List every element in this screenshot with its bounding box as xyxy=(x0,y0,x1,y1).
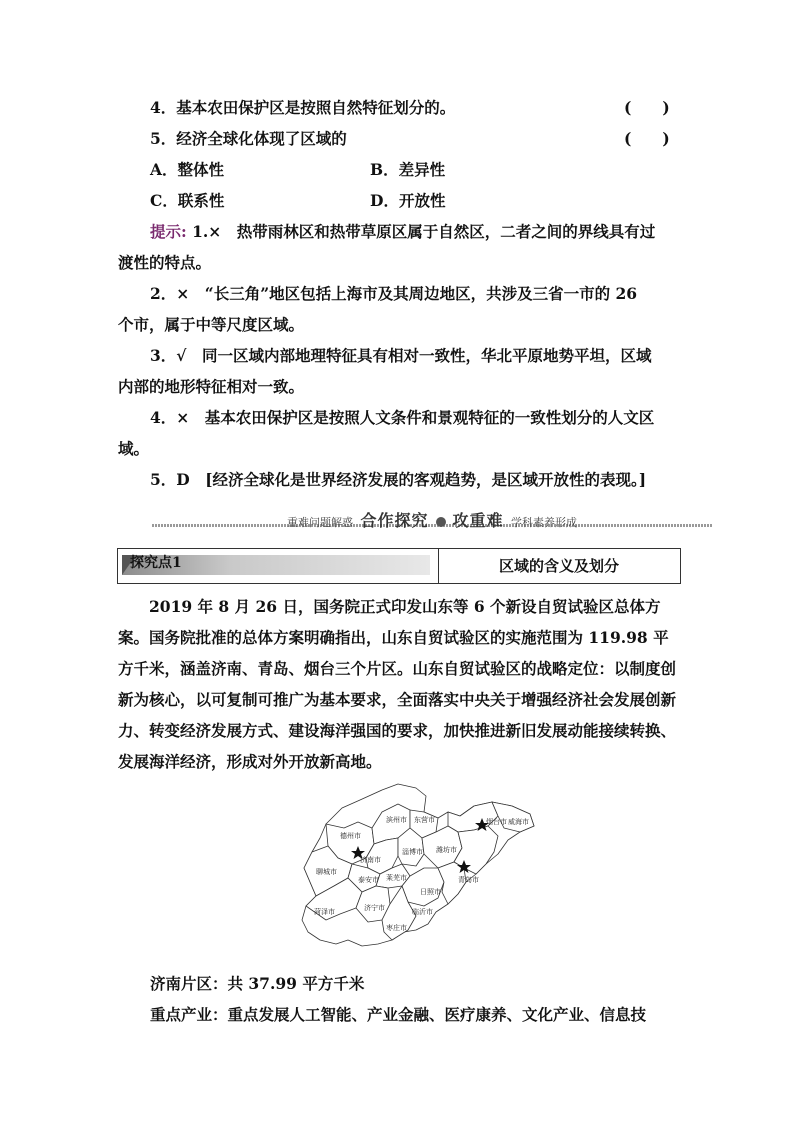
shandong-map xyxy=(298,782,538,952)
topic-box xyxy=(117,548,681,584)
map-label-qingdao: 青岛市 xyxy=(458,876,479,884)
option-d: D．开放性 xyxy=(370,191,446,210)
option-b: B．差异性 xyxy=(370,160,446,179)
topic-tab-label: 探究点1 xyxy=(130,555,182,571)
hint-answer-1-text: 1.× 热带雨林区和热带草原区属于自然区，二者之间的界线具有过 xyxy=(186,222,656,241)
hint-answer-2-cont: 个市，属于中等尺度区域。 xyxy=(118,315,305,334)
banner-title-1: 合作探究 xyxy=(360,511,429,530)
answer-blank-5: ( ) xyxy=(624,129,670,148)
passage-text: 2019 年 8 月 26 日，国务院正式印发山东等 6 个新设自贸试验区总体方案。国务院批准的总体方案明确指出，山东自贸试验区的实施范围为 119.98 平方千米，涵盖济南、青岛、烟台三个片区。山东自贸试验区的战略定位：以制度创新为核心，以可复制可推广为基本要求，全面落实中央关于增强经济社会发展创新力、转变经济发展方式、建设海洋强国的要求，加快推进新旧发展动能接续转换、发展海洋经济，形成对外开放新高地。 xyxy=(118,597,677,771)
hint-answer-2: 2．× “长三角”地区包括上海市及其周边地区，共涉及三省一市的 26 xyxy=(150,284,638,303)
banner-title-2: 攻重难 xyxy=(452,511,504,530)
map-label-dezhou: 德州市 xyxy=(340,832,361,840)
map-label-zibo: 淄博市 xyxy=(402,848,423,856)
banner-dot-icon xyxy=(436,517,446,527)
map-label-dongying: 东营市 xyxy=(414,816,435,824)
map-label-taian: 泰安市 xyxy=(358,876,379,884)
map-label-rizhao: 日照市 xyxy=(420,888,441,896)
option-a: A．整体性 xyxy=(150,160,225,179)
map-label-heze: 菏泽市 xyxy=(314,908,335,916)
map-label-weihai: 威海市 xyxy=(508,818,529,826)
hint-answer-1 xyxy=(150,221,678,243)
banner-right-text: 学科素养形成 xyxy=(511,516,578,529)
map-label-liaocheng: 聊城市 xyxy=(316,868,337,876)
hint-label: 提示: xyxy=(150,222,187,241)
question-5: 5．经济全球化体现了区域的 xyxy=(150,129,347,148)
hint-answer-1-cont: 渡性的特点。 xyxy=(118,253,212,272)
hint-answer-4-cont: 域。 xyxy=(118,439,150,458)
map-label-binzhou: 滨州市 xyxy=(386,816,407,824)
map-label-yantai: 烟台市 xyxy=(486,818,507,826)
map-label-weifang: 潍坊市 xyxy=(436,846,457,854)
hint-answer-4: 4．× 基本农田保护区是按照人文条件和景观特征的一致性划分的人文区 xyxy=(150,408,655,427)
banner-left-text: 重难问题解惑 xyxy=(286,516,353,529)
map-label-jining: 济宁市 xyxy=(364,904,385,912)
option-c: C．联系性 xyxy=(150,191,225,210)
question-4: 4．基本农田保护区是按照自然特征划分的。 xyxy=(150,98,456,117)
hint-answer-3-cont: 内部的地形特征相对一致。 xyxy=(118,377,305,396)
jinan-area-text: 济南片区：共 37.99 平方千米 xyxy=(150,974,365,993)
section-banner xyxy=(152,508,712,530)
answer-blank-4: ( ) xyxy=(624,98,670,117)
key-industry-text: 重点产业：重点发展人工智能、产业金融、医疗康养、文化产业、信息技 xyxy=(150,1005,647,1024)
topic-title: 区域的含义及划分 xyxy=(498,557,619,575)
map-label-jinan: 济南市 xyxy=(360,856,381,864)
map-label-linyi: 临沂市 xyxy=(412,908,433,916)
hint-answer-3: 3．√ 同一区域内部地理特征具有相对一致性，华北平原地势平坦，区域 xyxy=(150,346,652,365)
map-label-laiwu: 莱芜市 xyxy=(386,874,407,882)
hint-answer-5: 5．D [经济全球化是世界经济发展的客观趋势，是区域开放性的表现。] xyxy=(150,470,647,489)
map-label-zaozhuang: 枣庄市 xyxy=(386,924,407,932)
